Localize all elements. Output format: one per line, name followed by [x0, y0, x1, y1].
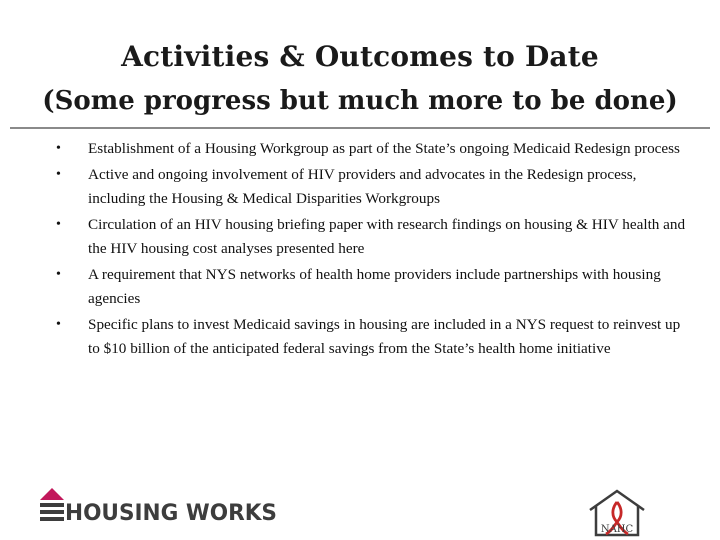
nahc-wordmark: NAHC — [600, 524, 634, 535]
slide-title: Activities & Outcomes to Date — [121, 40, 599, 73]
bullet-marker: • — [56, 317, 61, 332]
bullet-text: Specific plans to invest Medicaid savings in housing are included in a NYS request to reinvest up to $10 billion of the anticipated federal savings from the State’s health home initiative — [88, 316, 681, 357]
bullet-text: Establishment of a Housing Workgroup as part of the State’s ongoing Medicaid Redesign process — [88, 140, 680, 157]
list-item — [54, 313, 694, 361]
bullet-text: Circulation of an HIV housing briefing paper with research findings on housing & HIV health and the HIV housing cost analyses presented here — [88, 216, 686, 257]
list-item — [54, 213, 694, 261]
bullet-text: A requirement that NYS networks of health home providers include partnerships with housing agencies — [88, 266, 661, 307]
list-item — [54, 137, 694, 161]
slide-subtitle: (Some progress but much more to be done) — [42, 86, 678, 116]
bullet-marker: • — [56, 217, 61, 232]
bullet-marker: • — [56, 267, 61, 282]
house-outline-icon — [590, 491, 644, 510]
bullet-marker: • — [56, 141, 61, 156]
bullet-text: Active and ongoing involvement of HIV providers and advocates in the Redesign process, including the Housing & Medical Disparities Workgroups — [88, 166, 637, 207]
housing-works-wordmark: HOUSING WORKS — [65, 501, 277, 522]
list-item — [54, 163, 694, 211]
bullet-list — [54, 137, 694, 363]
nahc-logo — [586, 488, 648, 538]
list-item — [54, 263, 694, 311]
bullet-marker: • — [56, 167, 61, 182]
house-roof-icon — [40, 488, 64, 500]
housing-works-logo — [40, 486, 280, 522]
title-divider — [10, 127, 710, 129]
